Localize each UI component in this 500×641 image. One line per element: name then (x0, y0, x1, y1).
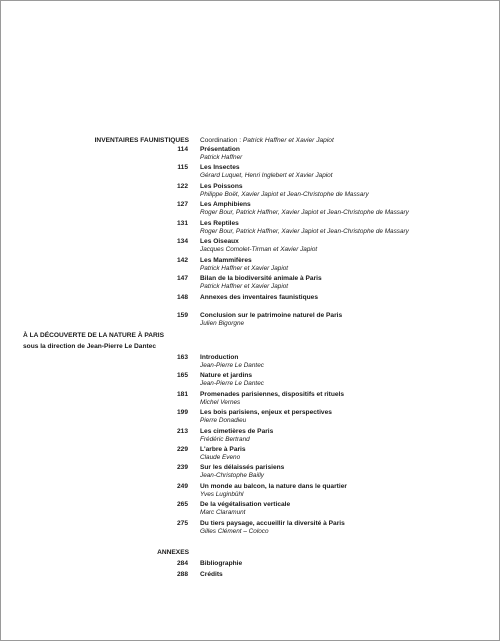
toc-entry-title: Annexes des inventaires faunistiques (200, 293, 318, 301)
toc-entry-author: Roger Bour, Patrick Haffner, Xavier Japiot et Jean-Christophe de Massary (200, 227, 409, 235)
toc-entry (1, 464, 500, 481)
toc-page-number: 284 (176, 560, 188, 567)
toc-entry (1, 372, 500, 389)
toc-entry-author: Frédéric Bertrand (200, 435, 250, 443)
toc-entry (1, 409, 500, 426)
toc-entry (1, 164, 500, 181)
toc-page-number: 181 (176, 390, 188, 398)
toc-page-number: 275 (176, 519, 188, 527)
toc-entry (1, 275, 500, 292)
toc-page-number: 213 (176, 427, 188, 435)
toc-page-number: 163 (176, 354, 188, 361)
toc-entry-author: Gérard Luquet, Henri Inglebert et Xavier Japiot (200, 172, 333, 180)
toc-entry-author: Pierre Donadieu (200, 417, 247, 425)
toc-page-number: 142 (176, 256, 188, 264)
toc-entry-title: Les Amphibiens (200, 201, 251, 209)
toc-page-number: 239 (176, 464, 188, 472)
toc-entry-title: L'arbre à Paris (200, 446, 246, 453)
toc-entry-title: Du tiers paysage, accueillir la diversité à Paris (200, 519, 345, 527)
toc-entry-title: Bibliographie (200, 560, 243, 567)
toc-entry (1, 294, 500, 311)
toc-page-number: 122 (176, 182, 188, 190)
toc-entry-title: Un monde au balcon, la nature dans le quartier (200, 482, 347, 490)
toc-entry-title: Présentation (200, 146, 240, 153)
toc-entry-title: Sur les délaissés parisiens (200, 464, 285, 472)
toc-page-number: 115 (177, 164, 188, 172)
toc-entry-author: Gilles Clément – Coloco (200, 527, 269, 535)
toc-entry-title: Les Insectes (200, 164, 240, 172)
toc-entry (1, 391, 500, 408)
section-heading-inventaires: INVENTAIRES FAUNISTIQUES (94, 137, 189, 144)
toc-entry-author: Jacques Comolet-Tirman et Xavier Japiot (200, 246, 318, 254)
toc-page-number: 127 (176, 201, 188, 209)
toc-entry (1, 238, 500, 255)
section-heading-decouverte: À LA DÉCOUVERTE DE LA NATURE À PARIS (23, 332, 165, 339)
toc-entry (1, 183, 500, 200)
toc-entry (1, 446, 500, 463)
toc-entry-title: Les Oiseaux (200, 238, 239, 246)
toc-entry-title: Les Poissons (200, 182, 243, 190)
toc-entry (1, 483, 500, 500)
toc-page-number: 229 (176, 446, 188, 453)
toc-entry-author: Claude Eveno (200, 454, 241, 461)
toc-entry-title: Introduction (200, 354, 239, 361)
toc-page-number: 147 (176, 275, 188, 283)
toc-entry-title: Conclusion sur le patrimoine naturel de Paris (200, 312, 343, 320)
toc-entry-author: Julien Bigorgne (200, 320, 245, 328)
toc-entry-author: Yves Luginbühl (200, 490, 244, 498)
toc-page-number: 265 (176, 501, 188, 509)
toc-entry (1, 220, 500, 237)
toc-entry-author: Patrick Haffner et Xavier Japiot (200, 264, 289, 272)
toc-entry-title: De la végétalisation verticale (200, 501, 291, 509)
section-heading-annexes: ANNEXES (157, 549, 189, 556)
toc-entry-author: Marc Claramunt (200, 509, 246, 517)
toc-entry (1, 257, 500, 274)
toc-entry-title: Promenades parisiennes, dispositifs et rituels (200, 390, 345, 398)
toc-entry (1, 354, 500, 371)
toc-entry-title: Les bois parisiens, enjeux et perspectives (200, 409, 332, 417)
section-subheading-direction: sous la direction de Jean-Pierre Le Dantec (23, 343, 157, 350)
toc-entry (1, 428, 500, 445)
toc-entry-title: Crédits (200, 570, 223, 578)
toc-entry-author: Patrick Haffner (200, 154, 243, 161)
toc-entry (1, 571, 500, 588)
toc-entry-title: Les Mammifères (200, 256, 252, 264)
toc-page-number: 159 (176, 312, 188, 320)
toc-entry-author: Michel Vernes (200, 398, 241, 406)
coordination-label: Coordination : (200, 137, 242, 144)
toc-entry (1, 201, 500, 218)
toc-entry (1, 312, 500, 329)
toc-page-number: 249 (176, 482, 188, 490)
toc-page-number: 165 (176, 372, 188, 380)
toc-page-number: 288 (176, 570, 188, 578)
toc-entry-title: Les Reptiles (200, 219, 239, 227)
toc-page-number: 114 (177, 146, 188, 153)
toc-page-number: 199 (176, 409, 188, 417)
toc-entry (1, 520, 500, 537)
toc-entry-author: Jean-Pierre Le Dantec (200, 380, 264, 388)
toc-entry-author: Jean-Pierre Le Dantec (200, 362, 264, 369)
coordination-names: Patrick Haffner et Xavier Japiot (242, 137, 334, 144)
toc-page-number: 131 (176, 219, 188, 227)
toc-entry-title: Nature et jardins (200, 372, 253, 380)
toc-entry-author: Patrick Haffner et Xavier Japiot (200, 283, 289, 291)
toc-page-number: 134 (176, 238, 188, 246)
toc-entry (1, 146, 500, 163)
toc-entry-title: Les cimetières de Paris (200, 427, 274, 435)
toc-entry-title: Bilan de la biodiversité animale à Paris (200, 275, 322, 283)
toc-entry-author: Jean-Christophe Bailly (200, 472, 264, 480)
toc-page-number: 148 (176, 293, 188, 301)
coordination-line (200, 136, 334, 145)
toc-entry (1, 501, 500, 518)
toc-entry-author: Roger Bour, Patrick Haffner, Xavier Japiot et Jean-Christophe de Massary (200, 209, 409, 217)
toc-entry-author: Philippe Boët, Xavier Japiot et Jean-Christophe de Massary (200, 190, 369, 198)
